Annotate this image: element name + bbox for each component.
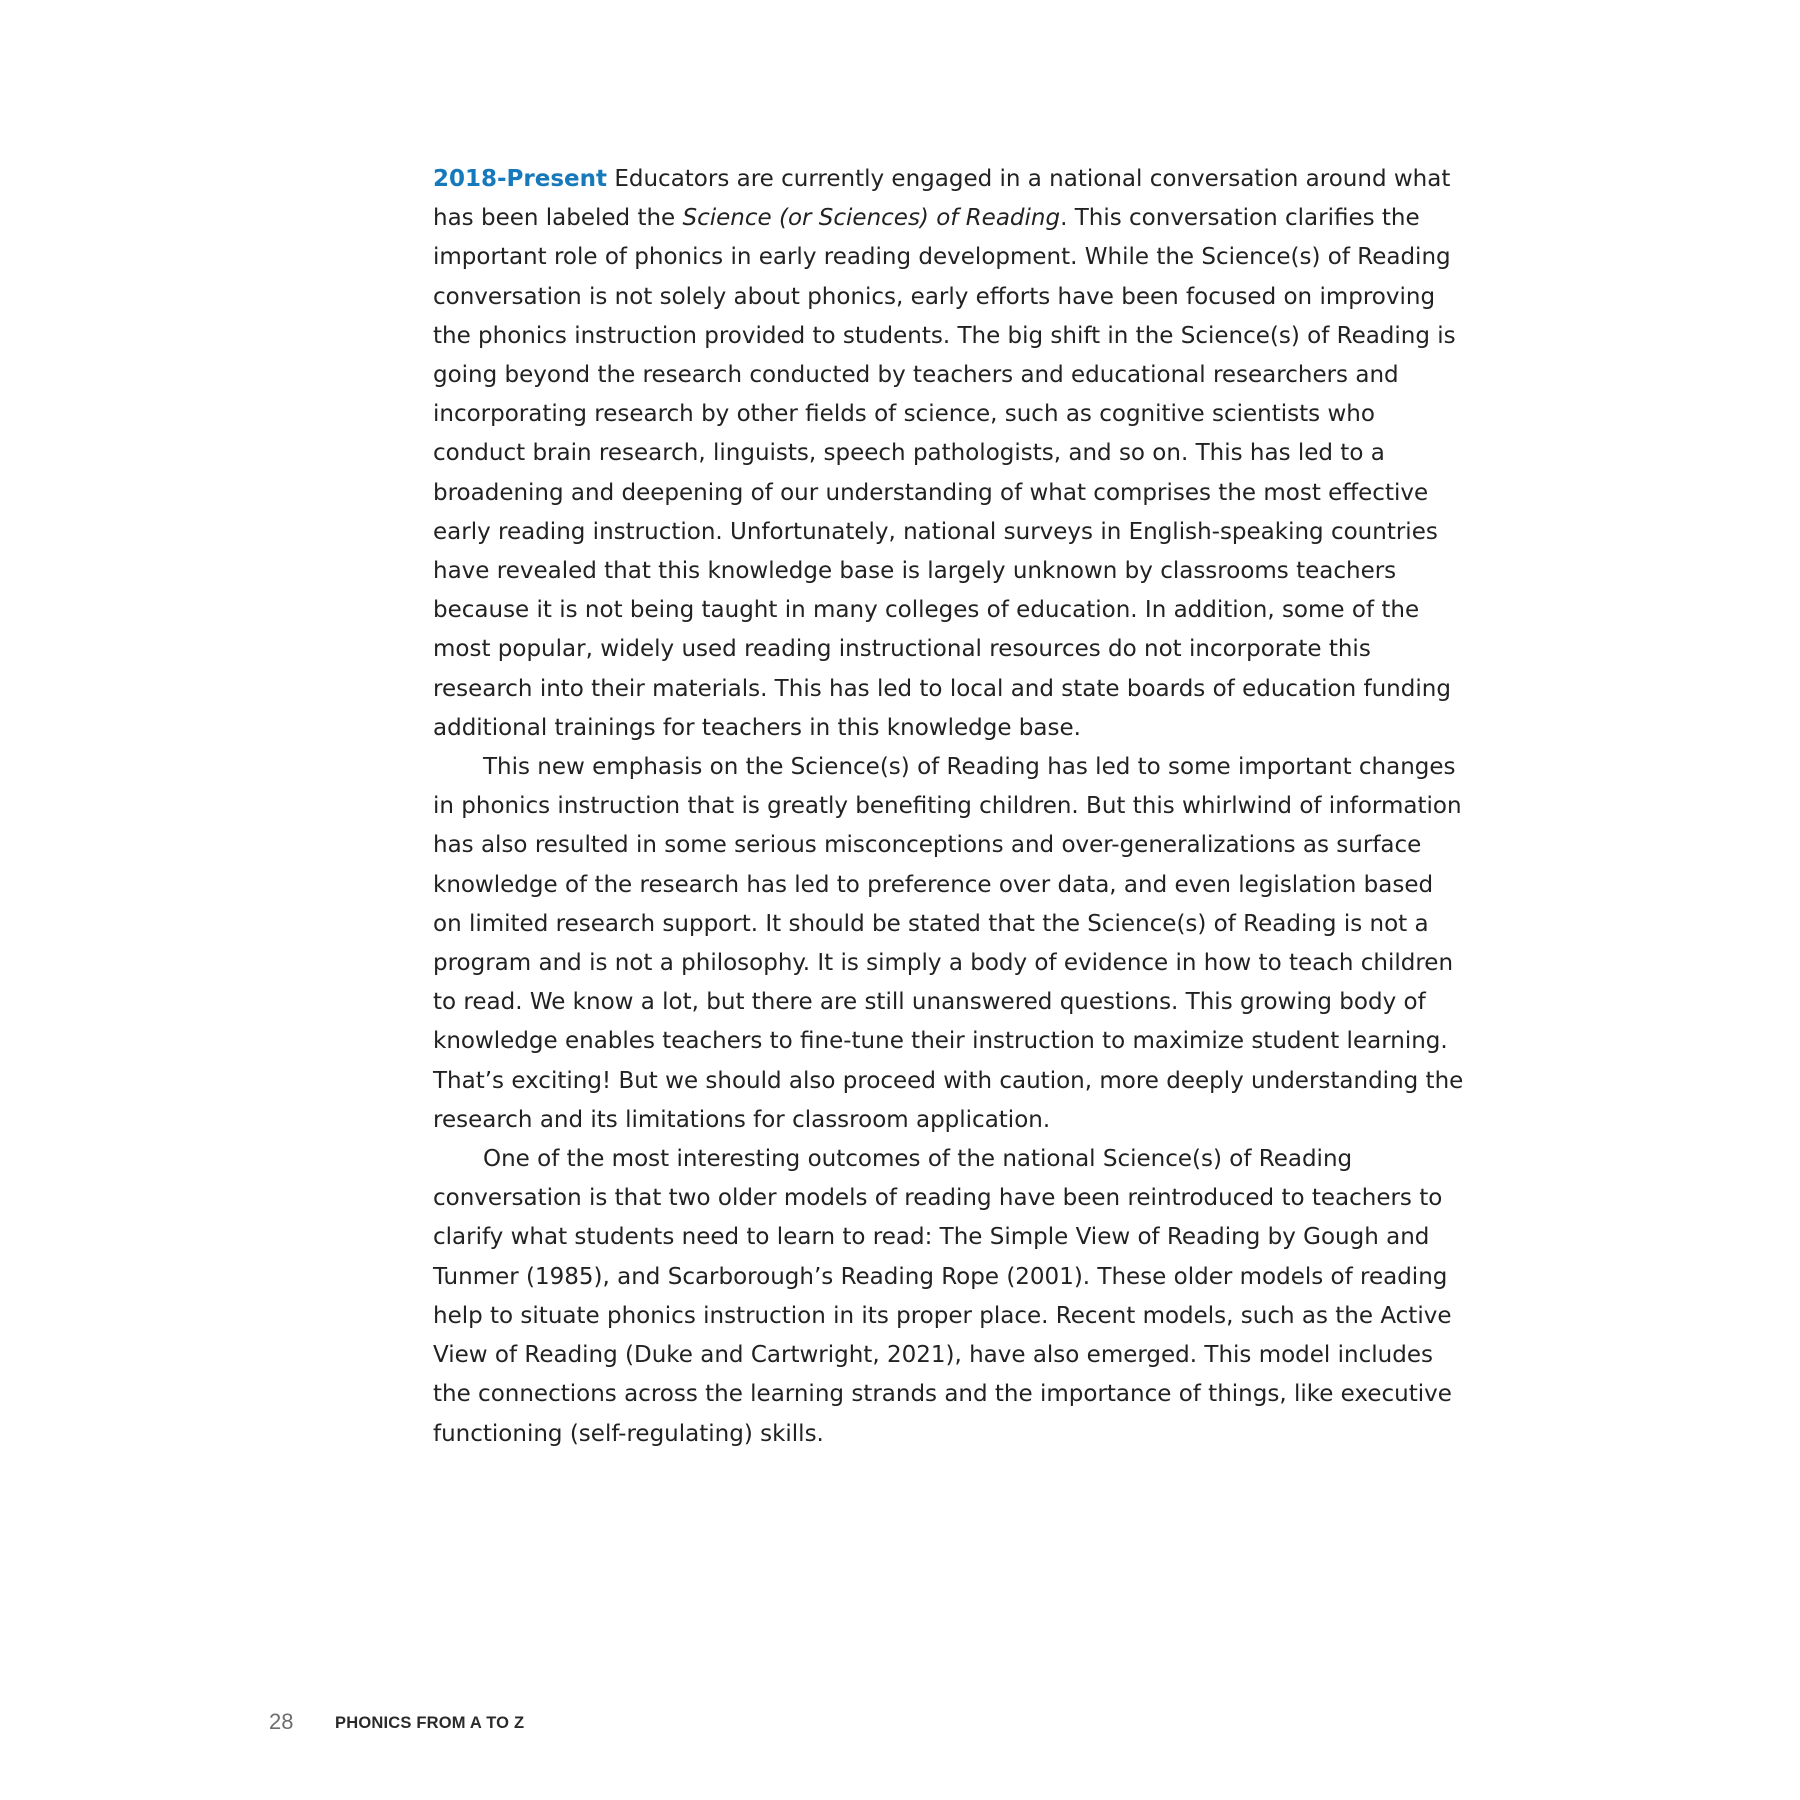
running-title: PHONICS FROM A TO Z (335, 1714, 525, 1732)
section-lead-label: 2018-Present (433, 166, 608, 192)
paragraph-1-text-b: . This conversation clarifies the important role of phonics in early reading development. While the Science(s) of Reading conversation is not solely about phonics, early efforts have been focused on improving the phonics instruction provided to students. The big shift in the Science(s) of Reading is going beyond the research conducted by teachers and educational researchers and incorporating research by other fields of science, such as cognitive scientists who conduct brain research, linguists, speech pathologists, and so on. This has led to a broadening and deepening of our understanding of what comprises the most effective early reading instruction. Unfortunately, national surveys in English-speaking countries have revealed that this knowledge base is largely unknown by classrooms teachers because it is not being taught in many colleges of education. In addition, some of the most popular, widely used reading instructional resources do not incorporate this research into their materials. This has led to local and state boards of education funding additional trainings for teachers in this knowledge base. (433, 205, 1456, 741)
paragraph-2: This new emphasis on the Science(s) of Reading has led to some important changes in phonics instruction that is greatly benefiting children. But this whirlwind of information has also resulted in some serious misconceptions and over-generalizations as surface knowledge of the research has led to preference over data, and even legislation based on limited research support. It should be stated that the Science(s) of Reading is not a program and is not a philosophy. It is simply a body of evidence in how to teach children to read. We know a lot, but there are still unanswered questions. This growing body of knowledge enables teachers to fine-tune their instruction to maximize student learning. That’s exciting! But we should also proceed with caution, more deeply understanding the research and its limitations for classroom application. (433, 754, 1464, 1133)
paragraph-1-italic-term: Science (or Sciences) of Reading (682, 205, 1061, 232)
page-number: 28 (269, 1709, 294, 1734)
paragraph-1 (433, 160, 1465, 748)
body-text (433, 160, 1465, 1454)
paragraph-1-text-a: Educators are currently engaged in a national conversation around what has been labeled the (433, 166, 1451, 232)
paragraph-3: One of the most interesting outcomes of the national Science(s) of Reading conversation is that two older models of reading have been reintroduced to teachers to clarify what students need to learn to read: The Simple View of Reading by Gough and Tunmer (1985), and Scarborough’s Reading Rope (2001). These older models of reading help to situate phonics instruction in its proper place. Recent models, such as the Active View of Reading (Duke and Cartwright, 2021), have also emerged. This model includes the connections across the learning strands and the importance of things, like executive functioning (self-regulating) skills. (433, 1146, 1452, 1447)
